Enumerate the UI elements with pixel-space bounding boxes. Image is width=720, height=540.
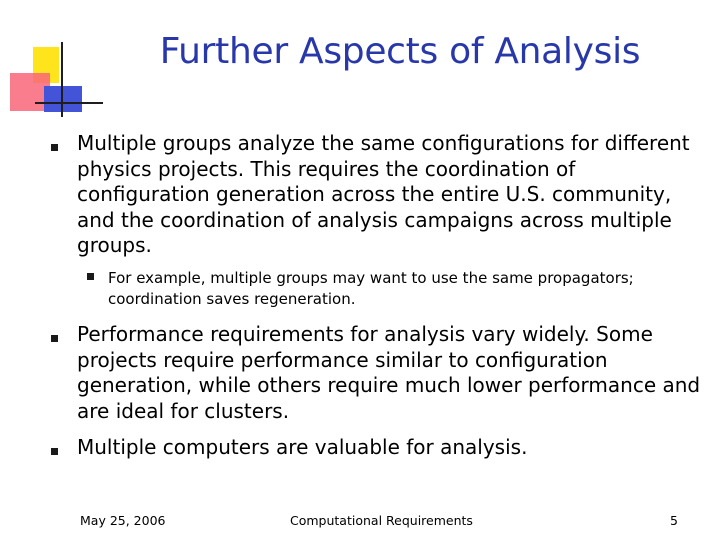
- decorative-squares-logo: [0, 0, 110, 130]
- sub-bullet-marker: [87, 273, 94, 280]
- footer-title: Computational Requirements: [290, 513, 473, 528]
- slide-title: Further Aspects of Analysis: [159, 31, 641, 72]
- bullet-3-text: Multiple computers are valuable for analysis.: [77, 435, 528, 459]
- page-number: 5: [670, 513, 678, 528]
- vertical-line: [61, 42, 63, 117]
- bullet-1-text: Multiple groups analyze the same configurations for different physics projects. This requires the coordination of configuration generation across the entire U.S. community, and the coordination of analysis campaigns across multiple groups.: [77, 131, 690, 257]
- footer-date: May 25, 2006: [80, 513, 166, 528]
- bullet-marker: [51, 144, 58, 151]
- bullet-2-text: Performance requirements for analysis vary widely. Some projects require performance similar to configuration generation, while others require much lower performance and are ideal for clusters.: [77, 322, 701, 423]
- bullet-marker: [51, 335, 58, 342]
- sub-bullet-1-text: For example, multiple groups may want to use the same propagators; coordination saves regeneration.: [108, 269, 634, 308]
- blue-square: [44, 86, 82, 112]
- bullet-marker: [51, 448, 58, 455]
- horizontal-line: [35, 102, 103, 104]
